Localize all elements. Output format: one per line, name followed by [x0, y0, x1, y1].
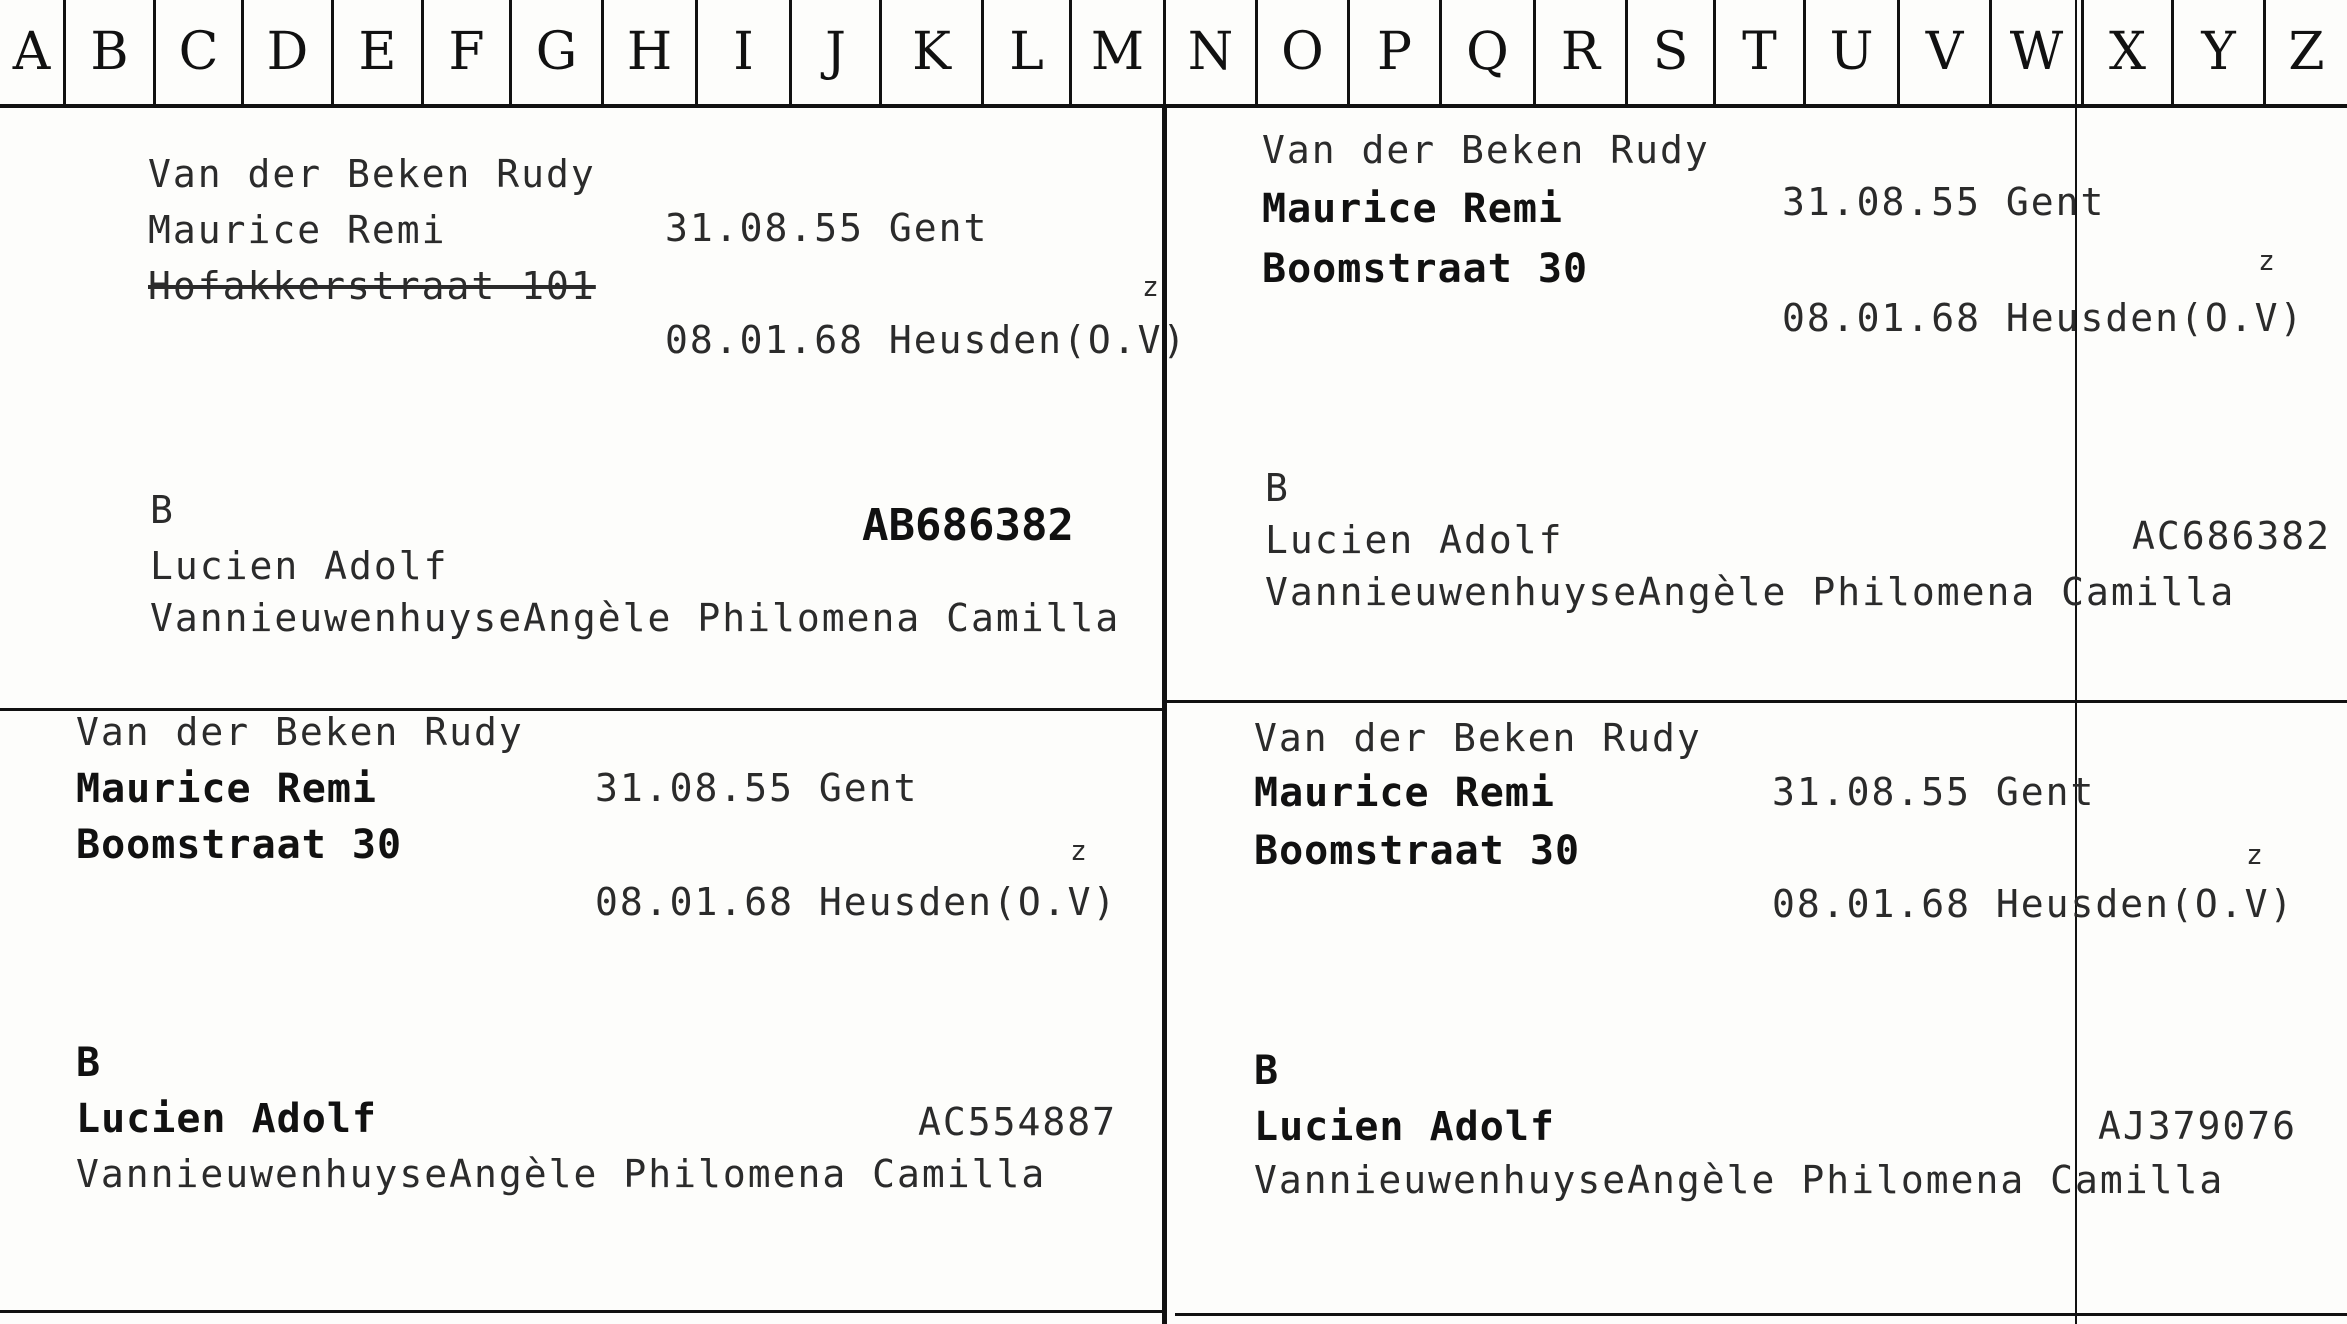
card-mother: VannieuwenhuyseAngèle Philomena Camilla: [76, 1152, 1047, 1196]
card-marital-status: z: [1142, 270, 1161, 303]
index-letter: J: [792, 0, 882, 104]
index-letter: B: [66, 0, 156, 104]
card-registration: 08.01.68 Heusden(O.V): [595, 880, 1118, 924]
card-mother: VannieuwenhuyseAngèle Philomena Camilla: [1265, 570, 2236, 614]
card-bottom-edge: [1175, 1313, 2347, 1316]
card-document-number: AB686382: [862, 500, 1074, 551]
index-letter: P: [1350, 0, 1442, 104]
card-father: Lucien Adolf: [1254, 1104, 1555, 1150]
card-father: Lucien Adolf: [150, 544, 449, 588]
card-category: B: [1265, 466, 1290, 510]
index-letter: V: [1900, 0, 1992, 104]
index-letter: Q: [1442, 0, 1536, 104]
card-given-names: Maurice Remi: [1262, 186, 1563, 232]
index-letter: D: [244, 0, 334, 104]
card-address: Boomstraat 30: [1262, 246, 1589, 292]
card-surname: Van der Beken Rudy: [1262, 128, 1710, 172]
card-registration: 08.01.68 Heusden(O.V): [1782, 296, 2305, 340]
card-birth: 31.08.55 Gent: [1782, 180, 2106, 224]
index-letter: X: [2084, 0, 2174, 104]
alphabet-baseline: [0, 104, 2347, 108]
index-letter: I: [698, 0, 792, 104]
index-letter: R: [1536, 0, 1628, 104]
index-letter: F: [424, 0, 512, 104]
card-address: Boomstraat 30: [1254, 828, 1581, 874]
card-address: Boomstraat 30: [76, 822, 403, 868]
index-letter: T: [1716, 0, 1806, 104]
index-letter: E: [334, 0, 424, 104]
index-letter: A: [0, 0, 66, 104]
card-mother: VannieuwenhuyseAngèle Philomena Camilla: [1254, 1158, 2225, 1202]
index-letter: K: [882, 0, 984, 104]
card-registration: 08.01.68 Heusden(O.V): [1772, 882, 2295, 926]
index-letter: W: [1992, 0, 2084, 104]
index-letter: S: [1628, 0, 1716, 104]
card-surname: Van der Beken Rudy: [76, 710, 524, 754]
index-letter: H: [604, 0, 698, 104]
card-birth: 31.08.55 Gent: [665, 206, 989, 250]
card-marital-status: z: [2246, 838, 2265, 871]
index-letter: O: [1258, 0, 1350, 104]
index-letter: M: [1072, 0, 1166, 104]
card-address: Hofakkerstraat 101: [148, 264, 596, 308]
card-given-names: Maurice Remi: [148, 208, 447, 252]
card-category: B: [76, 1040, 102, 1086]
card-divider: [1167, 700, 2347, 703]
card-document-number: AJ379076: [2098, 1104, 2298, 1148]
card-document-number: AC554887: [918, 1100, 1118, 1144]
card-surname: Van der Beken Rudy: [148, 152, 596, 196]
index-letter: Y: [2174, 0, 2266, 104]
card-category: B: [1254, 1048, 1280, 1094]
alphabet-index-strip: [0, 0, 2347, 106]
card-document-number: AC686382: [2132, 514, 2332, 558]
index-letter: G: [512, 0, 604, 104]
card-marital-status: z: [1070, 834, 1089, 867]
index-letter: U: [1806, 0, 1900, 104]
card-category: B: [150, 488, 175, 532]
center-divider: [1162, 106, 1167, 1324]
card-father: Lucien Adolf: [76, 1096, 377, 1142]
card-given-names: Maurice Remi: [76, 766, 377, 812]
card-father: Lucien Adolf: [1265, 518, 1564, 562]
index-letter: C: [156, 0, 244, 104]
index-letter: Z: [2288, 22, 2325, 82]
card-birth: 31.08.55 Gent: [595, 766, 919, 810]
card-mother: VannieuwenhuyseAngèle Philomena Camilla: [150, 596, 1121, 640]
card-bottom-edge: [0, 1310, 1162, 1313]
card-marital-status: z: [2258, 244, 2277, 277]
card-birth: 31.08.55 Gent: [1772, 770, 2096, 814]
index-letter: L: [984, 0, 1072, 104]
index-letter: N: [1166, 0, 1258, 104]
card-registration: 08.01.68 Heusden(O.V): [665, 318, 1188, 362]
card-given-names: Maurice Remi: [1254, 770, 1555, 816]
card-surname: Van der Beken Rudy: [1254, 716, 1702, 760]
